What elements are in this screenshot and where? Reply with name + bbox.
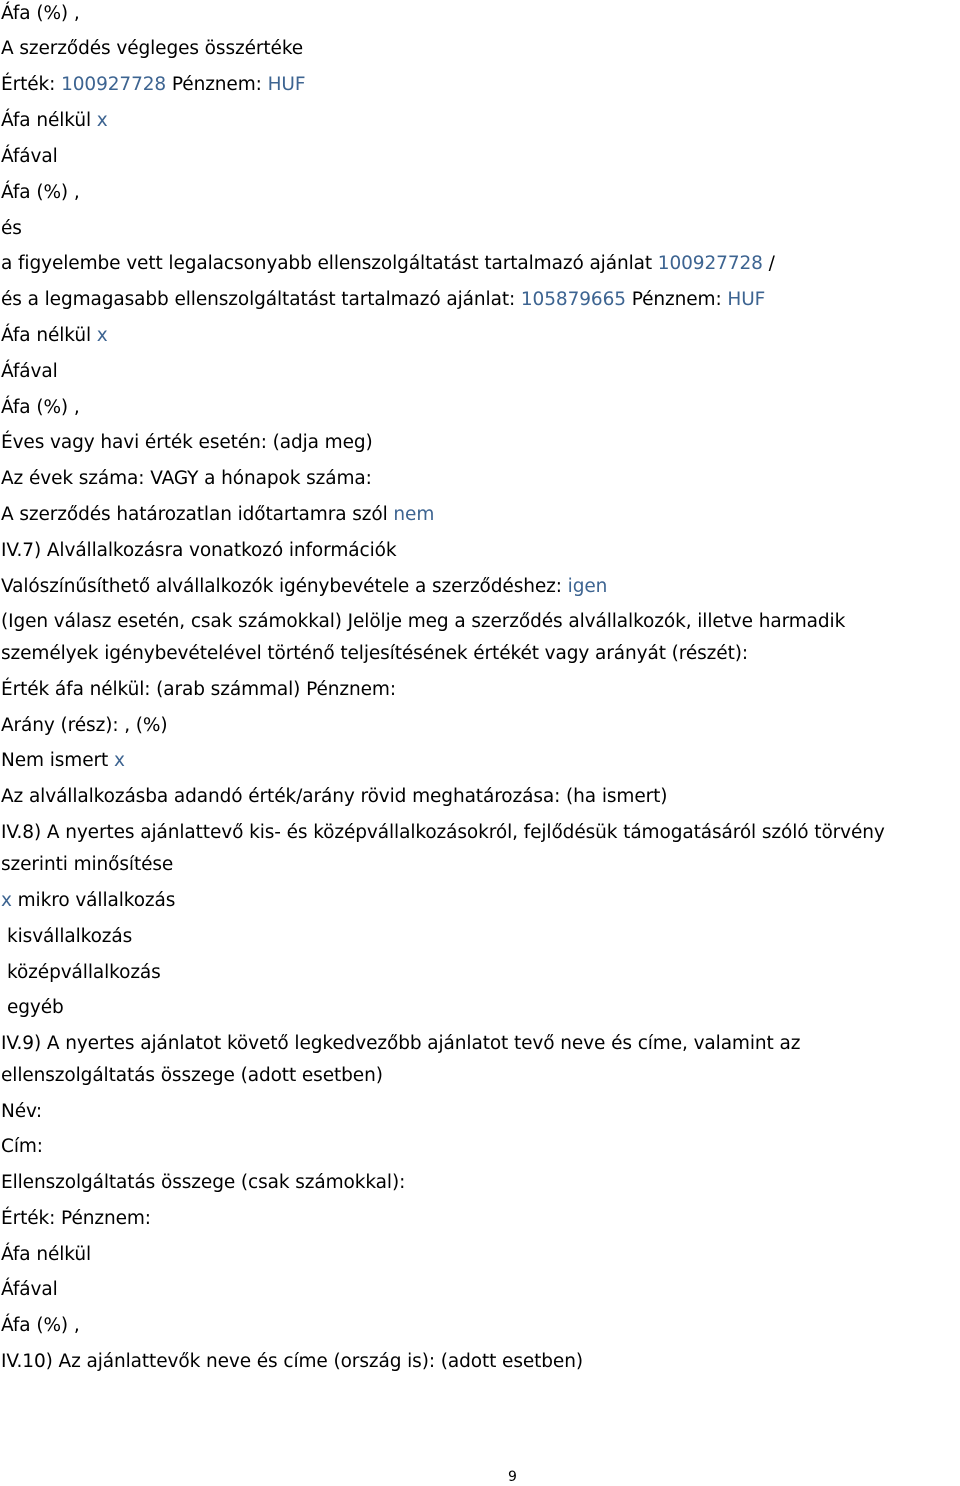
currency-value: HUF	[267, 74, 306, 95]
years-months-line: Az évek száma: VAGY a hónapok száma:	[1, 468, 372, 489]
with-vat-line: Áfával	[1, 1279, 58, 1300]
value-amount: 100927728	[61, 74, 167, 95]
section-iv9-heading-line-1: IV.9) A nyertes ajánlatot követő legkedvezőbb ajánlatot tevő neve és címe, valamint az	[1, 1033, 801, 1054]
with-vat-line: Áfával	[1, 146, 58, 167]
section-iv8-heading-line-2: szerinti minősítése	[1, 854, 174, 875]
page-number: 9	[508, 1469, 517, 1485]
highest-offer-value: 105879665	[520, 289, 626, 310]
without-vat-mark: x	[96, 325, 108, 346]
name-line: Név:	[1, 1101, 42, 1122]
without-vat-mark: x	[96, 110, 108, 131]
value-currency-line: Érték: 100927728 Pénznem: HUF	[1, 74, 306, 95]
not-known-line: Nem ismert x	[1, 750, 125, 771]
other-enterprise-line: egyéb	[7, 997, 64, 1018]
section-iv9-heading-line-2: ellenszolgáltatás összege (adott esetben)	[1, 1065, 383, 1086]
and-line: és	[1, 218, 22, 239]
medium-enterprise-line: középvállalkozás	[7, 962, 161, 983]
lowest-offer-value: 100927728	[657, 253, 763, 274]
subcontract-description-line: Az alvállalkozásba adandó érték/arány rövid meghatározása: (ha ismert)	[1, 786, 668, 807]
without-vat-line: Áfa nélkül x	[1, 110, 108, 131]
final-total-value-heading: A szerződés végleges összértéke	[1, 38, 304, 59]
currency-value: HUF	[727, 289, 766, 310]
section-iv10-heading: IV.10) Az ajánlattevők neve és címe (ország is): (adott esetben)	[1, 1351, 583, 1372]
subcontractors-line: Valószínűsíthető alvállalkozók igénybevétele a szerződéshez: igen	[1, 576, 608, 597]
subcontract-instruction-line-1: (Igen válasz esetén, csak számokkal) Jelölje meg a szerződés alvállalkozók, illetve harmadik	[1, 611, 846, 632]
small-enterprise-line: kisvállalkozás	[7, 926, 133, 947]
with-vat-line: Áfával	[1, 361, 58, 382]
section-iv7-heading: IV.7) Alvállalkozásra vonatkozó információk	[1, 540, 397, 561]
section-iv8-heading-line-1: IV.8) A nyertes ajánlattevő kis- és középvállalkozásokról, fejlődésük támogatásáról szóló törvény	[1, 822, 885, 843]
indefinite-term-value: nem	[393, 504, 435, 525]
without-vat-line: Áfa nélkül	[1, 1244, 91, 1265]
highest-offer-line: és a legmagasabb ellenszolgáltatást tartalmazó ajánlat: 105879665 Pénznem: HUF	[1, 289, 766, 310]
vat-percent-line: Áfa (%) ,	[1, 182, 80, 203]
ratio-line: Arány (rész): , (%)	[1, 715, 168, 736]
micro-enterprise-line: x mikro vállalkozás	[1, 890, 176, 911]
subcontract-instruction-line-2: személyek igénybevételével történő teljesítésének értékét vagy arányát (részét):	[1, 643, 748, 664]
lowest-offer-line: a figyelembe vett legalacsonyabb ellenszolgáltatást tartalmazó ajánlat 100927728 /	[1, 253, 775, 274]
vat-percent-line: Áfa (%) ,	[1, 1315, 80, 1336]
annual-monthly-line: Éves vagy havi érték esetén: (adja meg)	[1, 432, 373, 453]
consideration-amount-line: Ellenszolgáltatás összege (csak számokkal):	[1, 1172, 406, 1193]
subcontractors-value: igen	[567, 576, 608, 597]
micro-enterprise-mark: x	[1, 890, 12, 911]
vat-percent-line: Áfa (%) ,	[1, 3, 80, 24]
indefinite-term-line: A szerződés határozatlan időtartamra szól nem	[1, 504, 435, 525]
value-currency-line: Érték: Pénznem:	[1, 1208, 151, 1229]
address-line: Cím:	[1, 1136, 43, 1157]
not-known-mark: x	[113, 750, 125, 771]
vat-percent-line: Áfa (%) ,	[1, 397, 80, 418]
without-vat-line: Áfa nélkül x	[1, 325, 108, 346]
value-without-vat-line: Érték áfa nélkül: (arab számmal) Pénznem:	[1, 679, 396, 700]
